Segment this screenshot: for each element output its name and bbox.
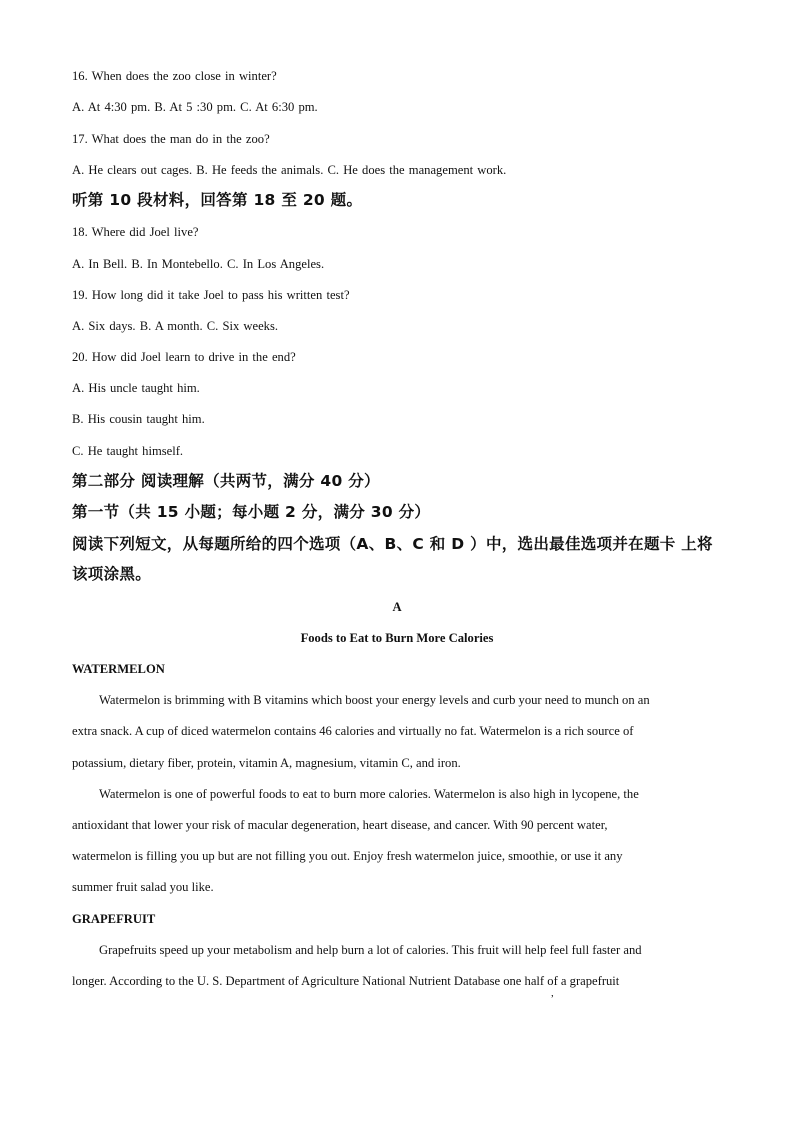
question-16-options: A. At 4:30 pm. B. At 5 :30 pm. C. At 6:30 pm.	[72, 100, 318, 114]
question-18: 18. Where did Joel live?	[72, 225, 199, 239]
question-19: 19. How long did it take Joel to pass his written test?	[72, 288, 350, 302]
stray-comma: ,	[551, 987, 554, 999]
instruction-line-1: 阅读下列短文，从每题所给的四个选项（A、B、C 和 D ）中，选出最佳选项并在题卡 上将	[72, 535, 713, 553]
paragraph-1-line-2: extra snack. A cup of diced watermelon contains 46 calories and virtually no fat. Watermelon is a rich source of	[72, 724, 634, 738]
heading-grapefruit: GRAPEFRUIT	[72, 912, 156, 926]
instruction-line-2: 该项涂黑。	[72, 565, 152, 583]
paragraph-2-line-3: watermelon is filling you up but are not filling you out. Enjoy fresh watermelon juice, smoothie, or use it any	[72, 849, 623, 863]
paragraph-3-line-2: longer. According to the U. S. Department of Agriculture National Nutrient Database one half of a grapefruit	[72, 974, 620, 988]
part-2-heading: 第二部分 阅读理解（共两节，满分 40 分）	[72, 472, 380, 490]
question-16: 16. When does the zoo close in winter?	[72, 69, 277, 83]
question-20-option-a: A. His uncle taught him.	[72, 381, 200, 395]
paragraph-2-line-4: summer fruit salad you like.	[72, 880, 214, 894]
question-19-options: A. Six days. B. A month. C. Six weeks.	[72, 319, 279, 333]
paragraph-1-line-1: Watermelon is brimming with B vitamins which boost your energy levels and curb your need to munch on an	[99, 693, 650, 707]
heading-watermelon: WATERMELON	[72, 662, 165, 676]
paragraph-3-line-1: Grapefruits speed up your metabolism and help burn a lot of calories. This fruit will help feel full faster and	[99, 943, 642, 957]
question-17-options: A. He clears out cages. B. He feeds the animals. C. He does the management work.	[72, 163, 507, 177]
question-20-option-b: B. His cousin taught him.	[72, 412, 205, 426]
section-1-heading: 第一节（共 15 小题；每小题 2 分，满分 30 分）	[72, 503, 431, 521]
question-20-option-c: C. He taught himself.	[72, 444, 184, 458]
paragraph-2-line-1: Watermelon is one of powerful foods to eat to burn more calories. Watermelon is also high in lycopene, the	[99, 787, 639, 801]
question-20: 20. How did Joel learn to drive in the end?	[72, 350, 296, 364]
paragraph-1-line-3: potassium, dietary fiber, protein, vitamin A, magnesium, vitamin C, and iron.	[72, 756, 461, 770]
passage-letter: A	[392, 600, 402, 614]
question-17: 17. What does the man do in the zoo?	[72, 132, 270, 146]
section-10-heading: 听第 10 段材料，回答第 18 至 20 题。	[72, 191, 363, 209]
question-18-options: A. In Bell. B. In Montebello. C. In Los Angeles.	[72, 257, 325, 271]
passage-title: Foods to Eat to Burn More Calories	[300, 631, 494, 645]
paragraph-2-line-2: antioxidant that lower your risk of macular degeneration, heart disease, and cancer. With 90 percent water,	[72, 818, 608, 832]
